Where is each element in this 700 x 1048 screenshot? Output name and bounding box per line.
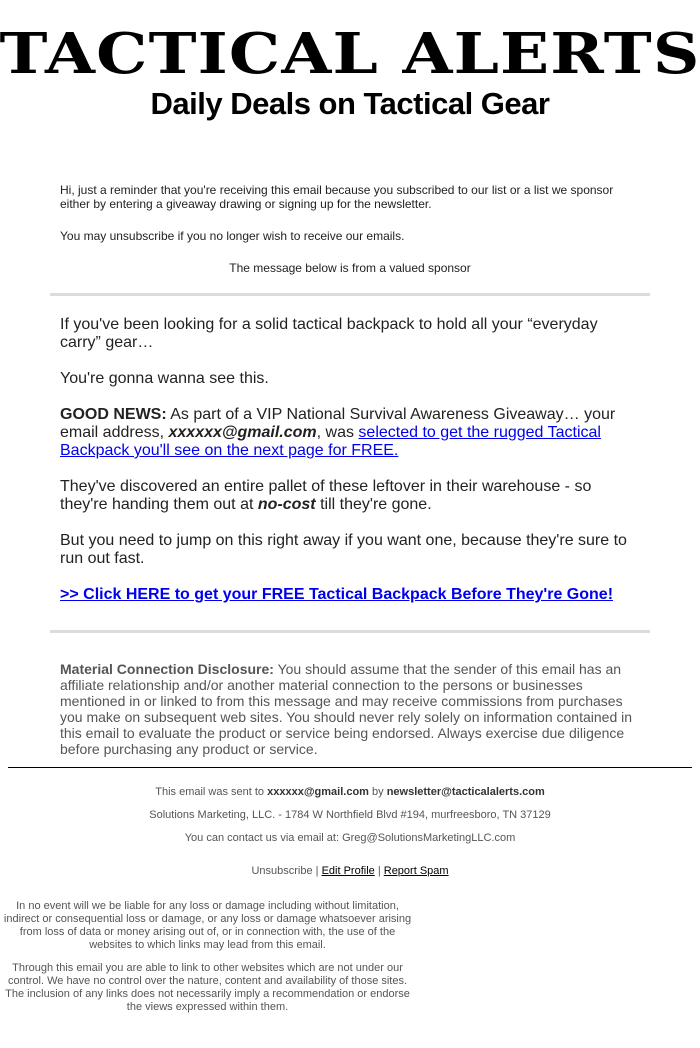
sender: newsletter@tacticalalerts.com [386, 786, 545, 798]
good-news-label: GOOD NEWS: [60, 406, 167, 423]
disclosure-text: You should assume that the sender of this email has an affiliate relationship and/or another material connection to the persons or businesses mentioned in or linked to from this message and may receive commissions from purchases you make on subsequent web sites. You should never rely solely on information contained in this email to evaluate the product or service being endorsed. Always exercise due diligence before purchasing any product or service. [60, 661, 633, 757]
unsubscribe-note: You may unsubscribe if you no longer wish to receive our emails. [60, 229, 405, 243]
paragraph [60, 406, 640, 460]
logo [0, 0, 700, 145]
unsubscribe-link[interactable]: Unsubscribe [251, 865, 313, 877]
sponsor-message [0, 296, 700, 604]
intro [0, 145, 700, 275]
footer [0, 768, 700, 1014]
report-spam-link[interactable]: Report Spam [383, 865, 449, 877]
disclosure [0, 633, 700, 757]
text: , was [316, 424, 359, 441]
cta-link[interactable]: >> Click HERE to get your FREE Tactical Backpack Before They're Gone! [60, 586, 614, 603]
separator: | [312, 865, 322, 877]
legal-text: In no event will we be liable for any loss or damage including without limitation, indirect or consequential loss or damage, or any loss or damage whatsoever arising from loss of data or money arising out of, or in connection with, the use of the websites to which links may lead from this email. [3, 900, 412, 951]
reminder-text: Hi, just a reminder that you're receiving this email because you subscribed to our list or a list we sponsor either by entering a giveaway drawing or signing up for the newsletter. [60, 183, 614, 211]
edit-profile-link[interactable]: Edit Profile [321, 865, 375, 877]
sponsor-note: The message below is from a valued sponsor [229, 261, 471, 275]
address: Solutions Marketing, LLC. - 1784 W Northfield Blvd #194, murfreesboro, TN 37129 [149, 809, 551, 821]
logo-title: TACTICAL ALERTS [0, 21, 700, 87]
offer-link[interactable]: selected to get the rugged Tactical Backpack you'll see on the next page for FREE. [60, 424, 601, 459]
recipient-email: xxxxxx@gmail.com [168, 424, 317, 441]
text: As part of a VIP National Survival Awareness Giveaway… your email address, [60, 406, 616, 441]
sent-info [0, 786, 700, 799]
text: till they're gone. [315, 496, 432, 513]
paragraph: You're gonna wanna see this. [60, 370, 269, 387]
paragraph: But you need to jump on this right away if you want one, because they're sure to run out fast. [60, 532, 627, 567]
paragraph [60, 478, 640, 514]
text: by [368, 786, 387, 798]
text: This email was sent to [155, 786, 268, 798]
disclosure-label: Material Connection Disclosure: [60, 661, 274, 677]
contact: You can contact us via email at: Greg@SolutionsMarketingLLC.com [184, 832, 516, 844]
text: They've discovered an entire pallet of these leftover in their warehouse - so they're handing them out at [60, 478, 592, 513]
footer-links [0, 865, 700, 878]
separator: | [374, 865, 384, 877]
legal-text: Through this email you are able to link to other websites which are not under our control. We have no control over the nature, content and availability of those sites. The inclusion of any links does not necessarily imply a recommendation or endorse the views expressed within them. [5, 962, 410, 1013]
recipient: xxxxxx@gmail.com [267, 786, 369, 798]
logo-subtitle: Daily Deals on Tactical Gear [150, 86, 550, 121]
paragraph: If you've been looking for a solid tactical backpack to hold all your “everyday carry” gear… [60, 316, 598, 351]
emphasis: no-cost [257, 496, 316, 513]
